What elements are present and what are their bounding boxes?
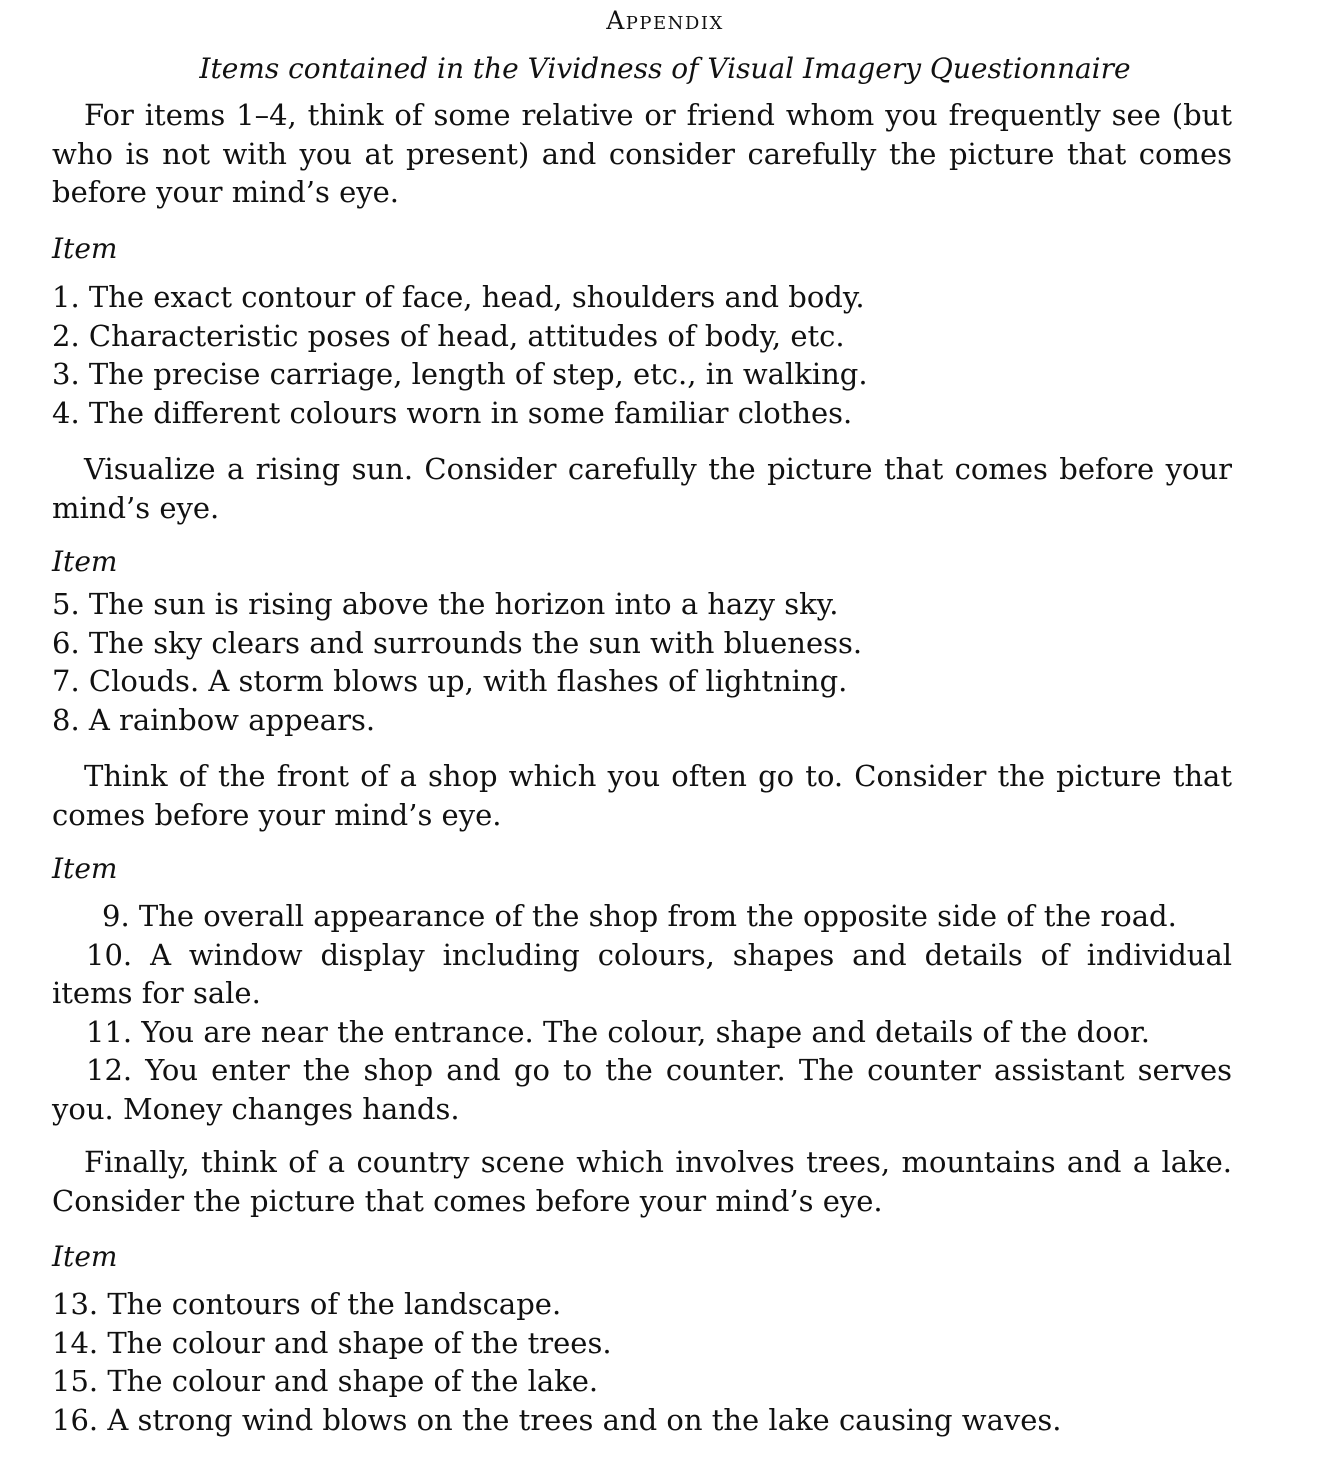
list-item (52, 662, 1232, 701)
list-item (52, 1285, 1232, 1324)
item-number: 1. (52, 280, 80, 314)
item-text: The sun is rising above the horizon into a hazy sky. (88, 587, 839, 621)
item-number: 13. (52, 1287, 99, 1321)
item-text: The colour and shape of the trees. (107, 1325, 612, 1360)
item-text: The colour and shape of the lake. (107, 1364, 599, 1398)
item-text: The contours of the landscape. (107, 1287, 562, 1321)
item-number: 15. (52, 1364, 99, 1398)
list-item (52, 1324, 1232, 1363)
item-number: 14. (52, 1325, 99, 1360)
item-number: 3. (52, 357, 80, 391)
item-number: 5. (52, 587, 80, 621)
list-item (52, 1013, 1232, 1052)
list-item (52, 701, 1232, 740)
list-item (52, 585, 1232, 624)
section-3-item-label: Item (52, 852, 118, 885)
item-text: The precise carriage, length of step, etc., in walking. (88, 357, 868, 391)
item-text: You are near the entrance. The colour, shape and details of the door. (141, 1014, 1150, 1049)
section-1-intro: For items 1–4, think of some relative or friend whom you frequently see (but who is not with you at present) and consider carefully the picture that comes before your mind’s eye. (52, 98, 1232, 209)
list-item (52, 278, 1232, 317)
section-4-item-list (52, 1285, 1232, 1439)
section-3-item-list (52, 897, 1232, 1128)
section-1-item-label: Item (52, 232, 118, 265)
item-number: 12. (86, 1053, 133, 1087)
item-text: A strong wind blows on the trees and on the lake causing waves. (107, 1402, 1062, 1437)
list-item (52, 394, 1232, 433)
item-number: 10. (86, 937, 133, 972)
section-4-intro: Finally, think of a country scene which involves trees, mountains and a lake. Consider the picture that comes before your mind’s eye. (52, 1145, 1232, 1218)
questionnaire-subheading: Items contained in the Vividness of Visual Imagery Questionnaire (199, 52, 1131, 85)
list-item (52, 624, 1232, 663)
item-number: 7. (52, 664, 80, 698)
section-2-intro: Visualize a rising sun. Consider carefully the picture that comes before your mind’s eye. (52, 452, 1232, 525)
item-text: A window display including colours, shapes and details of individual items for sale. (52, 937, 1233, 1010)
item-text: The sky clears and surrounds the sun with blueness. (88, 625, 863, 660)
item-number: 16. (52, 1402, 99, 1437)
item-text: You enter the shop and go to the counter. The counter assistant serves you. Money changes hands. (52, 1053, 1233, 1126)
list-item (52, 355, 1232, 394)
item-text: A rainbow appears. (88, 702, 376, 737)
item-number: 2. (52, 318, 80, 353)
list-item (52, 1362, 1232, 1401)
list-item (52, 936, 1232, 1013)
item-number: 6. (52, 625, 80, 660)
appendix-heading: Appendix (606, 6, 724, 35)
section-4-item-label: Item (52, 1240, 118, 1273)
item-text: The overall appearance of the shop from the opposite side of the road. (138, 899, 1177, 933)
list-item (52, 897, 1232, 936)
list-item (52, 1051, 1232, 1128)
item-text: The exact contour of face, head, shoulders and body. (88, 280, 865, 314)
section-1-item-list (52, 278, 1232, 432)
section-2-item-list (52, 585, 1232, 739)
item-number: 11. (86, 1014, 133, 1049)
section-2-item-label: Item (52, 545, 118, 578)
list-item (52, 1401, 1232, 1440)
item-text: The different colours worn in some familiar clothes. (88, 395, 853, 430)
list-item (52, 317, 1232, 356)
section-3-intro: Think of the front of a shop which you often go to. Consider the picture that comes before your mind’s eye. (52, 759, 1232, 832)
item-number: 8. (52, 702, 80, 737)
item-text: Characteristic poses of head, attitudes of body, etc. (88, 318, 845, 353)
item-text: Clouds. A storm blows up, with flashes of lightning. (88, 664, 848, 698)
item-number: 9. (102, 899, 130, 933)
item-number: 4. (52, 395, 80, 430)
